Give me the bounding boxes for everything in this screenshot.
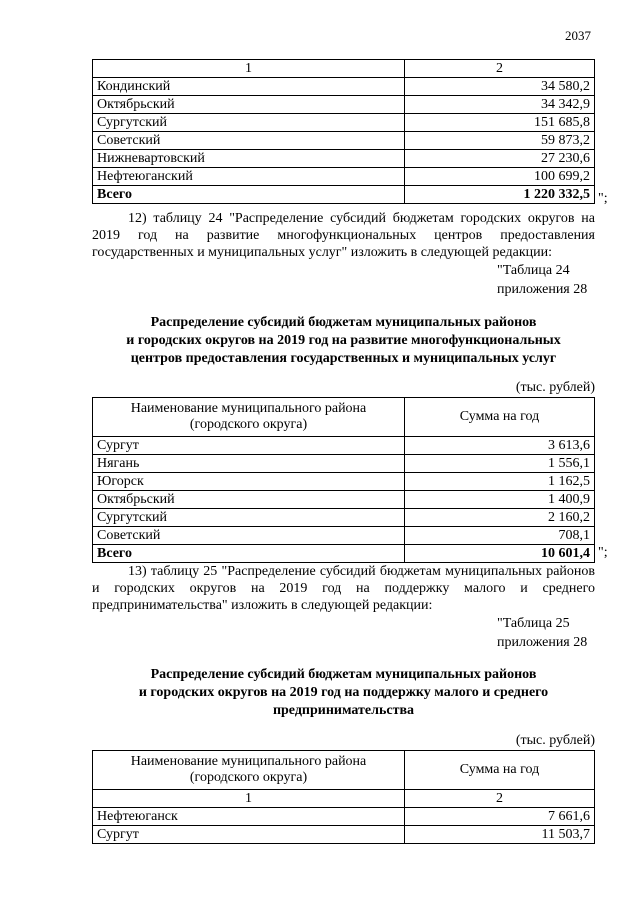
header-name: [93, 751, 405, 790]
appendix-label: приложения 28: [497, 635, 588, 650]
row-name: Нижневартовский: [93, 150, 405, 168]
total-value: 10 601,4: [405, 545, 595, 563]
unit-label: (тыс. рублей): [515, 380, 595, 395]
row-name: Нягань: [93, 455, 405, 473]
header-name: [93, 398, 405, 437]
table-row: [93, 808, 595, 826]
table-row: [93, 150, 595, 168]
appendix-label: приложения 28: [497, 282, 588, 297]
title-line: предпринимательства: [272, 703, 415, 718]
row-name: Советский: [93, 527, 405, 545]
row-name: Сургут: [93, 437, 405, 455]
table-row: [93, 96, 595, 114]
row-name: Кондинский: [93, 78, 405, 96]
title-line: и городских округов на 2019 год на поддержку малого и среднего: [138, 685, 549, 700]
row-name: Нефтеюганск: [93, 808, 405, 826]
row-value: 3 613,6: [405, 437, 595, 455]
title-line: центров предоставления государственных и муниципальных услуг: [130, 351, 557, 366]
table-header-numbers: [93, 790, 595, 808]
row-value: 34 342,9: [405, 96, 595, 114]
column-number: 2: [405, 60, 595, 78]
page-number: 2037: [565, 28, 591, 43]
column-number: 2: [405, 790, 595, 808]
table-25: [92, 750, 595, 844]
row-value: 2 160,2: [405, 509, 595, 527]
table24-reference: [497, 261, 587, 299]
table-row: [93, 473, 595, 491]
table-header: [93, 398, 595, 437]
row-value: 151 685,8: [405, 114, 595, 132]
table-row: [93, 132, 595, 150]
table-row: [93, 114, 595, 132]
row-name: Сургут: [93, 826, 405, 844]
title-line: Распределение субсидий бюджетам муниципальных районов: [150, 315, 537, 330]
table-row: [93, 168, 595, 186]
table-row: [93, 437, 595, 455]
table-total-row: [93, 545, 595, 563]
title-line: Распределение субсидий бюджетам муниципальных районов: [150, 667, 537, 682]
title-line: и городских округов на 2019 год на развитие многофункциональных: [126, 333, 561, 348]
header-line: Наименование муниципального района: [130, 401, 367, 416]
column-number: 1: [93, 790, 405, 808]
header-line: (городского округа): [189, 417, 308, 432]
row-name: Октябрьский: [93, 491, 405, 509]
row-value: 34 580,2: [405, 78, 595, 96]
header-sum: Сумма на год: [405, 751, 595, 790]
row-name: Советский: [93, 132, 405, 150]
row-value: 1 556,1: [405, 455, 595, 473]
table-municipal-continuation: [92, 59, 595, 204]
table-24: [92, 397, 595, 563]
closing-quote: ";: [598, 191, 608, 206]
row-name: Сургутский: [93, 509, 405, 527]
paragraph-13: [92, 563, 595, 614]
row-value: 27 230,6: [405, 150, 595, 168]
header-sum: Сумма на год: [405, 398, 595, 437]
row-value: 1 162,5: [405, 473, 595, 491]
row-value: 100 699,2: [405, 168, 595, 186]
paragraph-13-text: 13) таблицу 25 "Распределение субсидий бюджетам муниципальных районов и городских округов на 2019 год на поддержку малого и среднего предпринимательства" изложить в следующей редакции:: [92, 564, 595, 613]
row-value: 708,1: [405, 527, 595, 545]
paragraph-12-text: 12) таблицу 24 "Распределение субсидий бюджетам городских округов на 2019 год на развитие многофункциональных центров предоставления государственных и муниципальных услуг" изложить в следующей редакции:: [92, 211, 595, 260]
row-value: 1 400,9: [405, 491, 595, 509]
closing-quote: ";: [598, 545, 608, 560]
paragraph-12: [92, 210, 595, 261]
table25-label: "Таблица 25: [497, 616, 570, 631]
row-name: Югорск: [93, 473, 405, 491]
table24-title: [92, 314, 595, 368]
row-name: Октябрьский: [93, 96, 405, 114]
table25-reference: [497, 614, 587, 652]
column-number: 1: [93, 60, 405, 78]
table-header: [93, 751, 595, 790]
table25-title: [92, 666, 595, 720]
total-label: Всего: [93, 545, 405, 563]
row-value: 59 873,2: [405, 132, 595, 150]
row-name: Нефтеюганский: [93, 168, 405, 186]
table-row: [93, 509, 595, 527]
table24-label: "Таблица 24: [497, 263, 570, 278]
row-value: 7 661,6: [405, 808, 595, 826]
total-label: Всего: [93, 186, 405, 204]
row-value: 11 503,7: [405, 826, 595, 844]
unit-label: (тыс. рублей): [515, 733, 595, 748]
row-name: Сургутский: [93, 114, 405, 132]
table-total-row: [93, 186, 595, 204]
table-row: [93, 491, 595, 509]
table-row: [93, 455, 595, 473]
table-row: [93, 826, 595, 844]
total-value: 1 220 332,5: [405, 186, 595, 204]
table-header-numbers: [93, 60, 595, 78]
header-line: (городского округа): [189, 770, 308, 785]
table-row: [93, 78, 595, 96]
header-line: Наименование муниципального района: [130, 754, 367, 769]
table-row: [93, 527, 595, 545]
